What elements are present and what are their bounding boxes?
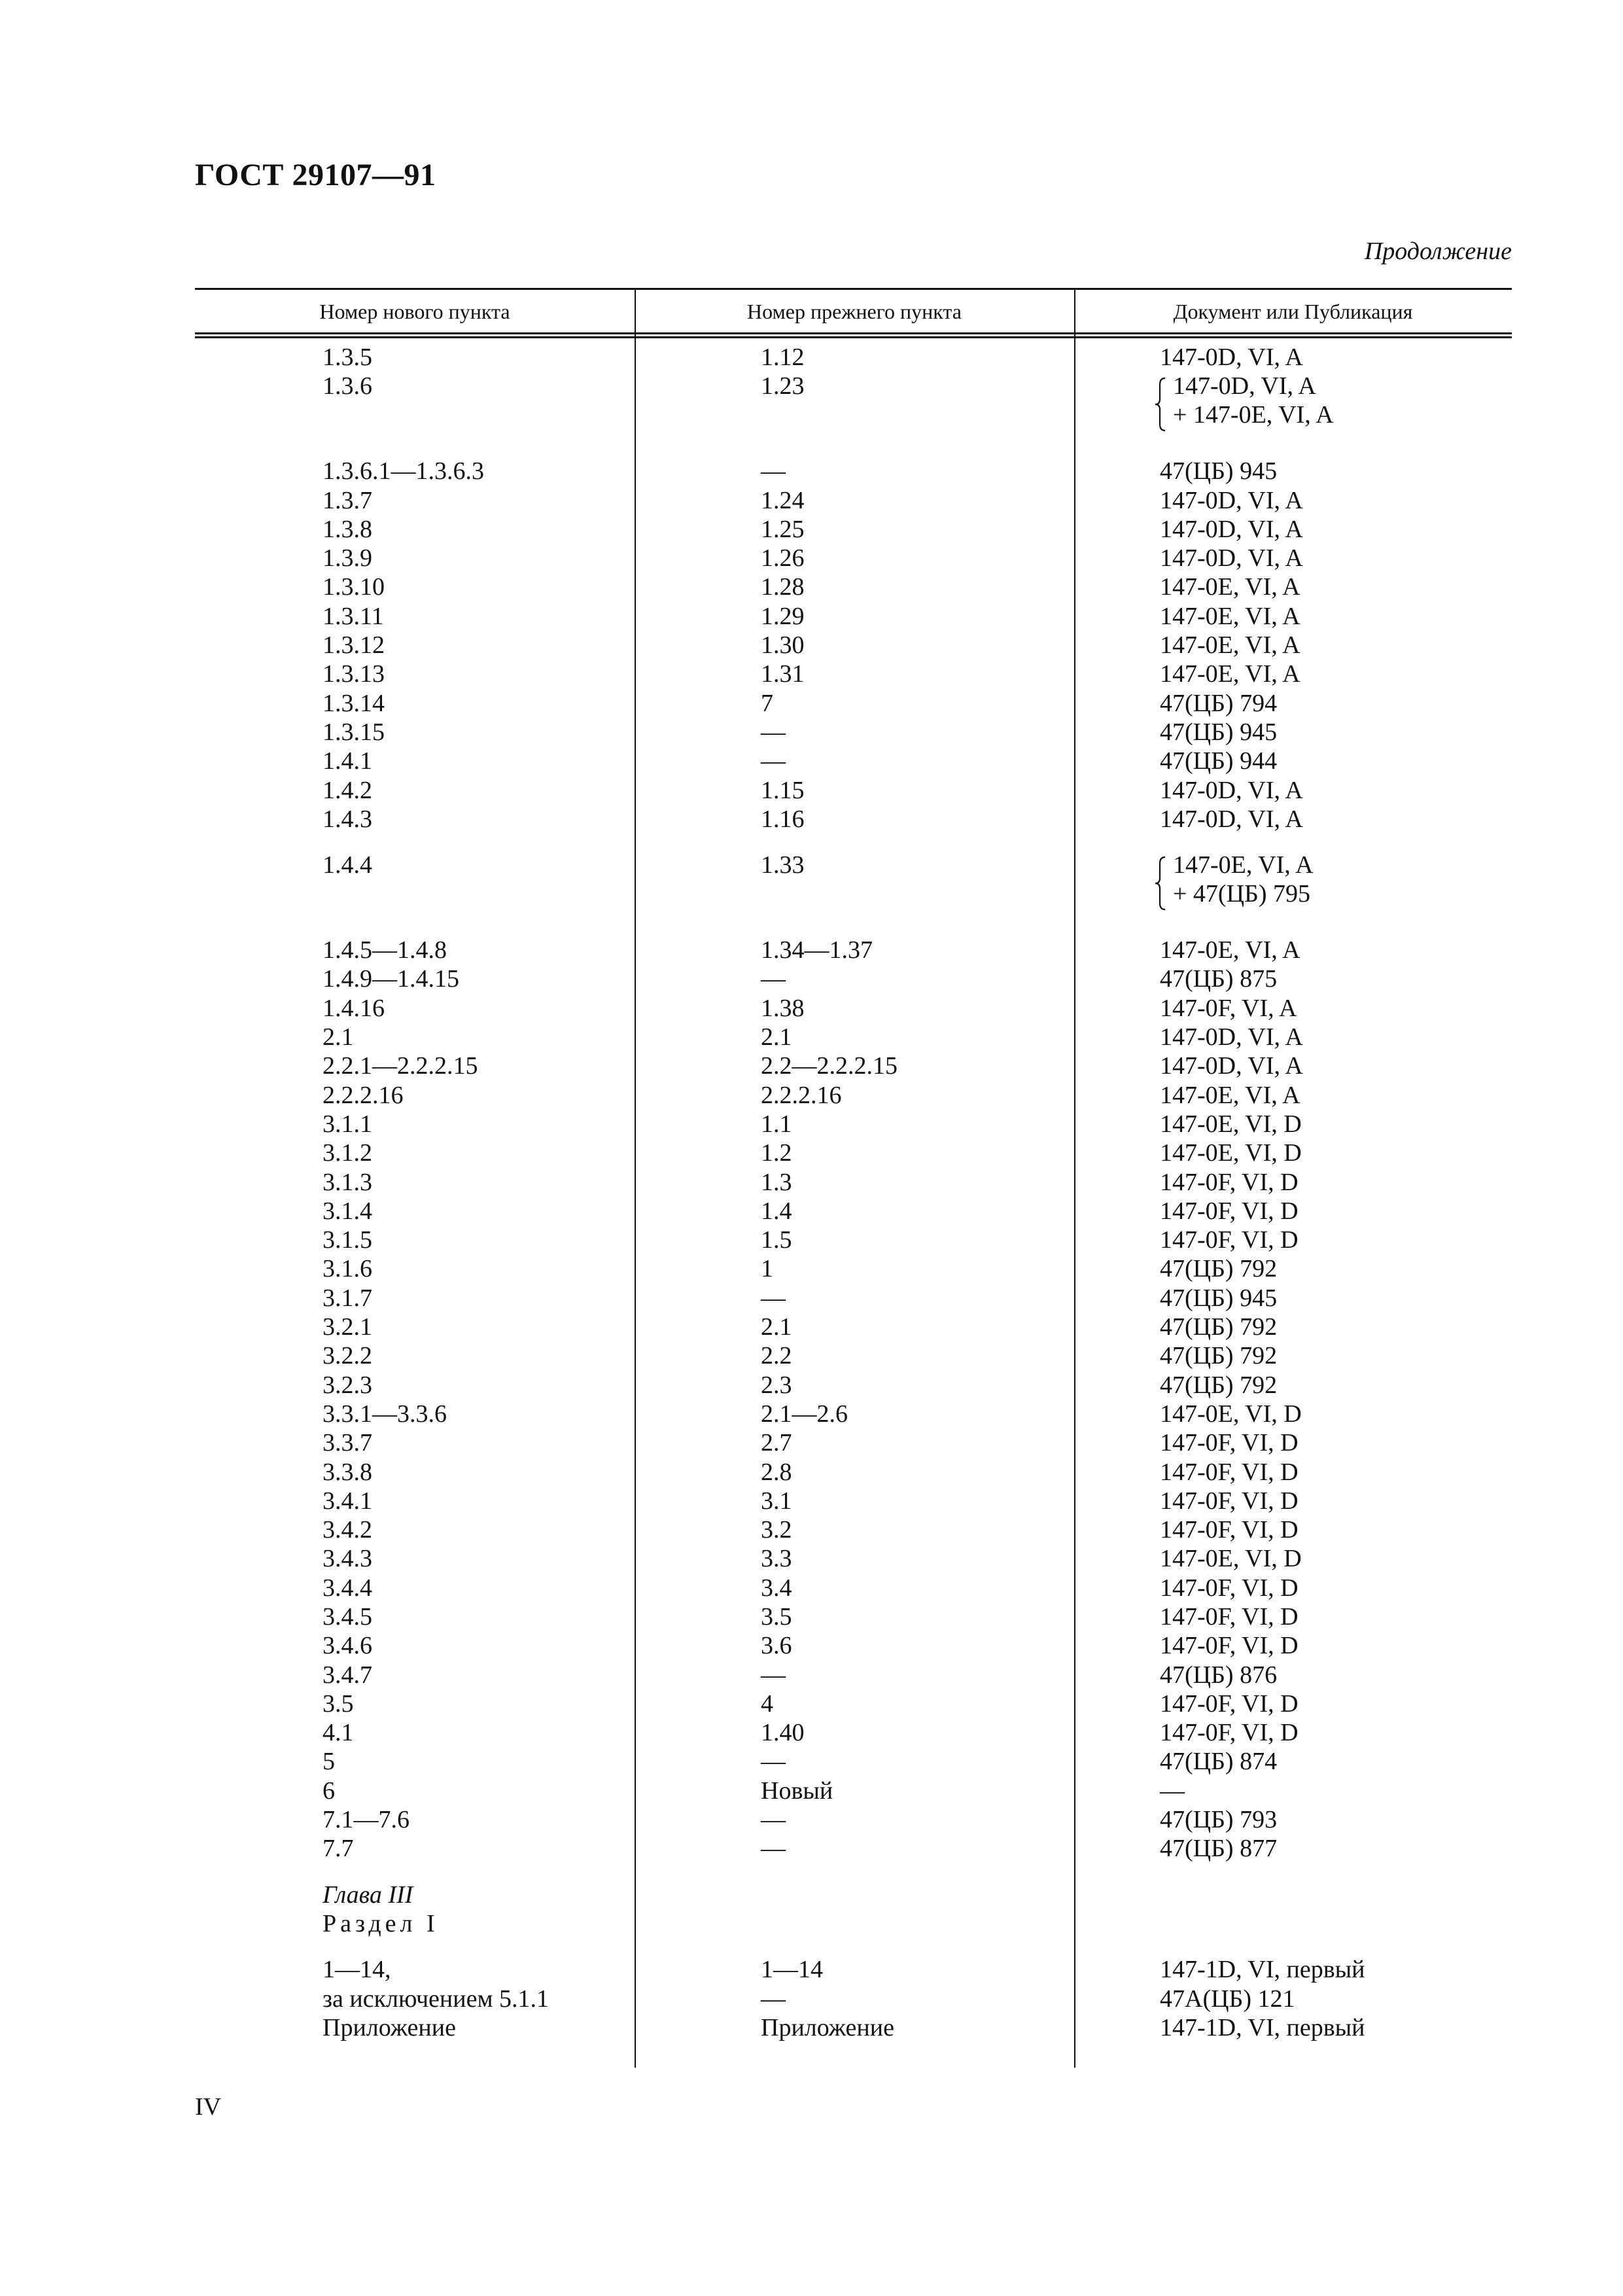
- cell-new-item: 7.7: [323, 1835, 354, 1863]
- document-reference: + 147-0E, VI, A: [1173, 401, 1334, 429]
- cell-new-item: за исключением 5.1.1: [323, 1985, 550, 2013]
- cell-old-item: 1.26: [761, 544, 805, 573]
- table-row: [195, 1341, 1512, 1370]
- cell-document: [1160, 1544, 1302, 1573]
- cell-new-item: 3.1.7: [323, 1284, 372, 1312]
- document-reference: 47(ЦБ) 792: [1160, 1255, 1278, 1283]
- cell-new-item: Приложение: [323, 2013, 456, 2041]
- document-reference: 147-0D, VI, A: [1160, 1023, 1303, 1051]
- document-reference: 147-0D, VI, A: [1160, 344, 1303, 371]
- table-row: [195, 486, 1512, 515]
- cell-new-item: 4.1: [323, 1719, 354, 1747]
- cell-document: [1160, 1110, 1302, 1139]
- cell-document: [1160, 457, 1277, 486]
- cell-document: [1160, 1226, 1299, 1254]
- cell-new-item: 3.4.1: [323, 1487, 372, 1515]
- cell-new-item: 3.1.4: [323, 1197, 372, 1225]
- cell-new-item: 1.4.4: [323, 851, 372, 879]
- table-row: [195, 343, 1512, 372]
- column-header-new-item: Номер нового пункта: [319, 300, 510, 323]
- cell-old-item: —: [761, 1806, 786, 1834]
- cell-new-item: 1.3.8: [323, 515, 372, 543]
- cell-new-item: 1.4.9—1.4.15: [323, 965, 459, 993]
- document-reference: 147-0D, VI, A: [1160, 805, 1303, 833]
- table-row: [195, 1909, 1512, 1938]
- cell-old-item: 3.2: [761, 1516, 792, 1544]
- cell-old-item: 7: [761, 689, 773, 717]
- document-reference: 147-0D, VI, A: [1173, 372, 1316, 400]
- document-reference: 147-0E, VI, A: [1160, 602, 1300, 630]
- cell-new-item: 1.3.15: [323, 718, 385, 746]
- table-body: [195, 343, 1512, 2042]
- document-reference: + 47(ЦБ) 795: [1173, 880, 1311, 908]
- cell-document: [1160, 1139, 1302, 1167]
- table-row: [195, 1487, 1512, 1515]
- cell-old-item: 1.16: [761, 805, 805, 833]
- table-row: [195, 964, 1512, 993]
- cell-old-item: 2.7: [761, 1429, 792, 1457]
- cell-new-item: 1.3.5: [323, 344, 372, 371]
- cell-old-item: 2.1: [761, 1023, 792, 1051]
- document-reference: 47(ЦБ) 875: [1160, 965, 1278, 993]
- cell-new-item: 3.2.2: [323, 1342, 372, 1370]
- table-row: [195, 1023, 1512, 1051]
- cell-new-item: 3.1.1: [323, 1110, 372, 1138]
- cell-new-item: 3.3.1—3.3.6: [323, 1400, 447, 1428]
- cell-document: [1160, 994, 1297, 1023]
- cell-document: [1160, 1661, 1277, 1689]
- document-reference: 147-0F, VI, A: [1160, 994, 1297, 1022]
- cell-old-item: 1.28: [761, 573, 805, 601]
- cell-new-item: 1.3.14: [323, 689, 385, 717]
- table-row: [195, 1139, 1512, 1167]
- document-reference: 47(ЦБ) 792: [1160, 1342, 1278, 1370]
- cell-new-item: 3.4.6: [323, 1632, 372, 1660]
- table-row: [195, 1197, 1512, 1226]
- table-row: [195, 1689, 1512, 1718]
- cell-old-item: Приложение: [761, 2013, 894, 2041]
- document-reference: 147-0E, VI, A: [1173, 851, 1314, 879]
- cell-new-item: 1.3.6.1—1.3.6.3: [323, 457, 484, 486]
- table-row: [195, 631, 1512, 660]
- table-row: [195, 1458, 1512, 1487]
- table-row: [195, 1226, 1512, 1254]
- document-reference: 147-0E, VI, A: [1160, 936, 1300, 964]
- cell-document: [1160, 1631, 1299, 1660]
- cell-document: [1160, 776, 1303, 805]
- table-row: [195, 776, 1512, 805]
- cell-old-item: —: [761, 457, 786, 486]
- document-reference: 147-0F, VI, D: [1160, 1689, 1299, 1718]
- cell-document: [1160, 486, 1303, 515]
- cell-old-item: —: [761, 965, 786, 993]
- table-row: [195, 2013, 1512, 2042]
- cell-new-item: 2.2.2.16: [323, 1081, 404, 1109]
- document-reference: 147-0E, VI, A: [1160, 631, 1300, 660]
- cell-document: [1160, 1515, 1299, 1544]
- table-row: [195, 1985, 1512, 2013]
- table-row: [195, 1574, 1512, 1602]
- cell-old-item: 1.31: [761, 660, 805, 688]
- cell-document: [1160, 936, 1300, 964]
- cell-document: [1160, 573, 1300, 601]
- cell-new-item: 3.5: [323, 1689, 354, 1718]
- cell-new-item: 3.1.6: [323, 1255, 372, 1283]
- cell-old-item: —: [761, 1284, 786, 1312]
- cell-document: [1173, 851, 1314, 908]
- table-row: [195, 936, 1512, 964]
- cell-document: [1160, 1081, 1300, 1110]
- document-reference: 47(ЦБ) 944: [1160, 747, 1278, 775]
- cell-new-item: 3.4.5: [323, 1602, 372, 1631]
- cell-old-item: 1.24: [761, 486, 805, 514]
- cell-new-item: 1.3.6: [323, 372, 372, 400]
- cell-new-item: 1.3.11: [323, 602, 384, 630]
- cell-document: [1160, 1487, 1299, 1515]
- table-row: [195, 718, 1512, 747]
- cell-old-item: 2.2—2.2.2.15: [761, 1052, 898, 1080]
- continuation-label: Продолжение: [1364, 238, 1512, 265]
- table-row: [195, 1313, 1512, 1341]
- cell-old-item: 2.1: [761, 1313, 792, 1341]
- table-header-rule: [195, 332, 1512, 338]
- cell-new-item: 2.2.1—2.2.2.15: [323, 1052, 478, 1080]
- cell-old-item: —: [761, 1985, 786, 2013]
- cell-new-item: 3.1.3: [323, 1168, 372, 1196]
- cell-new-item: 1.3.12: [323, 631, 385, 660]
- cell-document: [1160, 660, 1300, 688]
- table-row: [195, 994, 1512, 1023]
- cell-old-item: 1.2: [761, 1139, 792, 1167]
- document-reference: 47(ЦБ) 792: [1160, 1313, 1278, 1341]
- cell-old-item: 1.40: [761, 1719, 805, 1747]
- cell-new-item: 1.3.7: [323, 486, 372, 514]
- document-reference: 147-0F, VI, D: [1160, 1458, 1299, 1486]
- cell-old-item: —: [761, 747, 786, 775]
- cell-new-item: 2.1: [323, 1023, 354, 1051]
- cell-new-item: 1.4.2: [323, 776, 372, 804]
- cell-document: [1160, 1371, 1277, 1400]
- cell-old-item: 3.6: [761, 1632, 792, 1660]
- table-row: [195, 573, 1512, 601]
- cell-old-item: 2.1—2.6: [761, 1400, 848, 1428]
- cell-old-item: 1.1: [761, 1110, 792, 1138]
- table-row: [195, 1081, 1512, 1110]
- cell-document: [1160, 1400, 1302, 1428]
- table-row: [195, 1602, 1512, 1631]
- table-row: [195, 1718, 1512, 1747]
- cell-document: [1173, 372, 1334, 429]
- table-row: [195, 1168, 1512, 1197]
- cell-document: [1160, 1051, 1303, 1080]
- cell-new-item: 1.4.3: [323, 805, 372, 833]
- document-reference: 147-0F, VI, D: [1160, 1602, 1299, 1631]
- table-row: [195, 1661, 1512, 1689]
- document-reference: 47(ЦБ) 874: [1160, 1748, 1278, 1776]
- document-reference: 47(ЦБ) 794: [1160, 689, 1278, 717]
- cell-new-item: 5: [323, 1748, 335, 1776]
- cell-new-item: 3.3.7: [323, 1429, 372, 1457]
- table-row: [195, 544, 1512, 573]
- curly-brace: [1153, 856, 1168, 911]
- cell-old-item: 2.2.2.16: [761, 1081, 842, 1109]
- cell-new-item: 1.4.16: [323, 994, 385, 1022]
- document-reference: 147-0F, VI, D: [1160, 1632, 1299, 1660]
- document-reference: 47(ЦБ) 945: [1160, 457, 1278, 486]
- cell-old-item: 1.5: [761, 1226, 792, 1254]
- table-row: [195, 1051, 1512, 1080]
- document-title: ГОСТ 29107—91: [195, 158, 436, 192]
- table-row: [195, 1834, 1512, 1863]
- document-reference: 147-0E, VI, D: [1160, 1545, 1302, 1573]
- cell-old-item: 3.1: [761, 1487, 792, 1515]
- cell-document: [1160, 718, 1277, 747]
- page-number: IV: [195, 2093, 222, 2121]
- document-reference: 147-0F, VI, D: [1160, 1197, 1299, 1225]
- cell-document: [1160, 1313, 1277, 1341]
- table-row: [195, 1544, 1512, 1573]
- document-reference: 147-0E, VI, A: [1160, 573, 1300, 601]
- table-row: [195, 660, 1512, 688]
- document-reference: 47(ЦБ) 792: [1160, 1371, 1278, 1399]
- cell-old-item: 1.15: [761, 776, 805, 804]
- cell-new-item: 1.3.13: [323, 660, 385, 688]
- cell-new-item: 1—14,: [323, 1956, 391, 1984]
- table-row: [195, 1371, 1512, 1400]
- cell-old-item: 1.25: [761, 515, 805, 543]
- document-reference: 147-0F, VI, D: [1160, 1429, 1299, 1457]
- cell-old-item: 3.5: [761, 1602, 792, 1631]
- table-row: [195, 805, 1512, 834]
- cell-document: [1160, 964, 1277, 993]
- table-row: [195, 1284, 1512, 1313]
- table-row: [195, 1881, 1512, 1909]
- cell-old-item: —: [761, 1748, 786, 1776]
- cell-old-item: 2.2: [761, 1342, 792, 1370]
- document-reference: 147-1D, VI, первый: [1160, 2013, 1365, 2041]
- cell-new-item: 3.1.2: [323, 1139, 372, 1167]
- cell-document: [1160, 1776, 1185, 1805]
- column-header-old-item: Номер прежнего пункта: [747, 300, 962, 323]
- document-reference: 47(ЦБ) 793: [1160, 1806, 1278, 1834]
- table-row: [195, 1428, 1512, 1457]
- cell-old-item: —: [761, 1835, 786, 1863]
- cell-document: [1160, 1689, 1299, 1718]
- document-reference: 147-0F, VI, D: [1160, 1168, 1299, 1196]
- document-reference: 147-0E, VI, D: [1160, 1139, 1302, 1167]
- cell-new-item: 3.2.3: [323, 1371, 372, 1399]
- cell-document: [1160, 1718, 1299, 1747]
- cell-document: [1160, 689, 1277, 718]
- cell-old-item: 2.3: [761, 1371, 792, 1399]
- document-reference: 47(ЦБ) 876: [1160, 1661, 1278, 1689]
- cell-document: [1160, 1805, 1277, 1834]
- cell-old-item: 1.34—1.37: [761, 936, 873, 964]
- cell-new-item: 6: [323, 1776, 335, 1805]
- correspondence-table: [195, 288, 1512, 2068]
- cell-document: [1160, 515, 1303, 544]
- document-reference: 147-0F, VI, D: [1160, 1574, 1299, 1602]
- cell-new-item: 1.4.1: [323, 747, 372, 775]
- table-row: [195, 515, 1512, 544]
- cell-old-item: Новый: [761, 1776, 833, 1805]
- cell-old-item: 1.38: [761, 994, 805, 1022]
- cell-document: [1160, 1574, 1299, 1602]
- cell-document: [1160, 1747, 1277, 1776]
- document-reference: 147-0D, VI, A: [1160, 515, 1303, 543]
- document-reference: 147-0E, VI, D: [1160, 1400, 1302, 1428]
- cell-document: [1160, 1341, 1277, 1370]
- cell-old-item: 1.12: [761, 344, 805, 371]
- table-row: [195, 1400, 1512, 1428]
- cell-old-item: 2.8: [761, 1458, 792, 1486]
- table-row: [195, 602, 1512, 631]
- cell-document: [1160, 1023, 1303, 1051]
- document-reference: 147-0E, VI, A: [1160, 660, 1300, 688]
- table-row: [195, 1805, 1512, 1834]
- cell-document: [1160, 343, 1303, 372]
- cell-document: [1160, 2013, 1365, 2042]
- document-reference: 47А(ЦБ) 121: [1160, 1985, 1295, 2013]
- document-reference: 47(ЦБ) 945: [1160, 1284, 1278, 1312]
- document-reference: 47(ЦБ) 945: [1160, 718, 1278, 746]
- document-reference: 147-1D, VI, первый: [1160, 1956, 1365, 1984]
- cell-new-item: 3.2.1: [323, 1313, 372, 1341]
- table-top-rule: [195, 288, 1512, 290]
- cell-new-item: 3.4.7: [323, 1661, 372, 1689]
- document-reference: 147-0D, VI, A: [1160, 776, 1303, 804]
- document-reference: 147-0F, VI, D: [1160, 1516, 1299, 1544]
- table-row: [195, 1110, 1512, 1139]
- cell-old-item: 1.3: [761, 1168, 792, 1196]
- cell-old-item: 3.4: [761, 1574, 792, 1602]
- table-row: [195, 689, 1512, 718]
- document-reference: 147-0F, VI, D: [1160, 1226, 1299, 1254]
- cell-old-item: 3.3: [761, 1545, 792, 1573]
- cell-new-item: Глава III: [323, 1881, 413, 1909]
- curly-brace: [1153, 377, 1168, 432]
- table-row: [195, 1515, 1512, 1544]
- cell-document: [1160, 805, 1303, 834]
- cell-document: [1160, 602, 1300, 631]
- cell-new-item: 7.1—7.6: [323, 1806, 410, 1834]
- cell-document: [1160, 1428, 1299, 1457]
- cell-document: [1160, 1168, 1299, 1197]
- table-row: [195, 457, 1512, 486]
- cell-new-item: 1.4.5—1.4.8: [323, 936, 447, 964]
- table-row: [195, 1776, 1512, 1805]
- cell-document: [1160, 1284, 1277, 1313]
- cell-new-item: 3.3.8: [323, 1458, 372, 1486]
- table-row: [195, 1747, 1512, 1776]
- table-row: [195, 851, 1512, 919]
- cell-new-item: 1.3.9: [323, 544, 372, 573]
- cell-document: [1160, 631, 1300, 660]
- cell-old-item: 1.33: [761, 851, 805, 879]
- document-reference: 147-0F, VI, D: [1160, 1487, 1299, 1515]
- cell-document: [1160, 544, 1303, 573]
- cell-new-item: 3.4.3: [323, 1545, 372, 1573]
- document-reference: —: [1160, 1776, 1185, 1805]
- cell-document: [1160, 1985, 1295, 2013]
- document-reference: 147-0F, VI, D: [1160, 1719, 1299, 1747]
- document-reference: 147-0D, VI, A: [1160, 1052, 1303, 1080]
- table-row: [195, 747, 1512, 775]
- cell-new-item: 3.4.4: [323, 1574, 372, 1602]
- cell-new-item: 3.1.5: [323, 1226, 372, 1254]
- document-reference: 47(ЦБ) 877: [1160, 1835, 1278, 1863]
- cell-old-item: 1—14: [761, 1956, 823, 1984]
- cell-document: [1160, 747, 1277, 775]
- cell-old-item: 4: [761, 1689, 773, 1718]
- document-reference: 147-0D, VI, A: [1160, 544, 1303, 573]
- cell-new-item: Раздел I: [323, 1909, 439, 1937]
- table-row: [195, 1955, 1512, 1984]
- cell-document: [1160, 1834, 1277, 1863]
- cell-old-item: 1.30: [761, 631, 805, 660]
- cell-document: [1160, 1602, 1299, 1631]
- cell-old-item: —: [761, 718, 786, 746]
- cell-new-item: 1.3.10: [323, 573, 385, 601]
- column-header-document: Документ или Публикация: [1173, 300, 1413, 323]
- cell-old-item: 1.23: [761, 372, 805, 400]
- cell-document: [1160, 1458, 1299, 1487]
- cell-document: [1160, 1254, 1277, 1283]
- document-reference: 147-0E, VI, D: [1160, 1110, 1302, 1138]
- cell-old-item: 1: [761, 1255, 773, 1283]
- cell-old-item: —: [761, 1661, 786, 1689]
- cell-document: [1160, 1197, 1299, 1226]
- cell-document: [1160, 1955, 1365, 1984]
- cell-old-item: 1.29: [761, 602, 805, 630]
- table-row: [195, 1254, 1512, 1283]
- table-row: [195, 372, 1512, 440]
- document-reference: 147-0E, VI, A: [1160, 1081, 1300, 1109]
- table-row: [195, 1631, 1512, 1660]
- document-reference: 147-0D, VI, A: [1160, 486, 1303, 514]
- cell-old-item: 1.4: [761, 1197, 792, 1225]
- cell-new-item: 3.4.2: [323, 1516, 372, 1544]
